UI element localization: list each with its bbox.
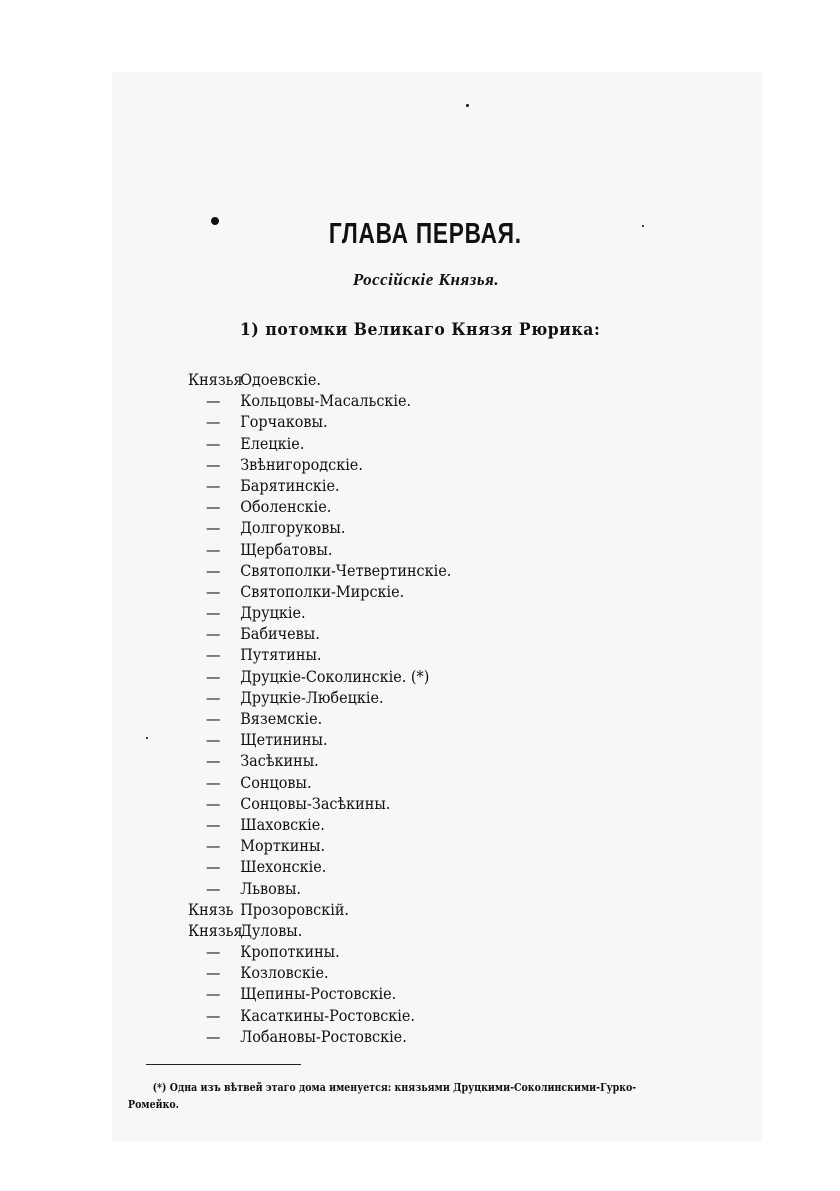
list-item [188, 644, 451, 665]
list-item [188, 729, 451, 750]
list-item [188, 517, 451, 538]
family-name: Засѣкины. [240, 751, 319, 771]
section-heading: 1) потомки Великаго Князя Рюрика: [240, 320, 601, 340]
ditto-dash: — [206, 433, 221, 453]
list-item [188, 962, 451, 983]
list-item [188, 581, 451, 602]
family-name: Дуловы. [240, 920, 303, 940]
ditto-dash: — [206, 497, 221, 517]
ditto-dash: — [206, 645, 221, 665]
family-name: Одоевскіе. [240, 370, 321, 389]
list-item [188, 750, 451, 771]
family-name: Лобановы-Ростовскіе. [240, 1026, 407, 1046]
ditto-dash: — [206, 984, 221, 1004]
family-name: Горчаковы. [240, 412, 328, 432]
family-name: Морткины. [240, 836, 326, 856]
family-name: Елецкіе. [240, 433, 305, 453]
family-name: Сонцовы. [240, 772, 312, 792]
family-name: Вяземскіе. [240, 709, 323, 728]
list-item [188, 433, 451, 454]
ditto-dash: — [206, 1026, 221, 1046]
footnote-rule [146, 1064, 301, 1065]
family-name: Путятины. [240, 645, 322, 665]
family-name: Львовы. [240, 878, 301, 898]
footnote-line-2: Ромейко. [128, 1097, 179, 1111]
subtitle: Россійскіе Князья. [352, 270, 500, 289]
family-name: Прозоровскій. [240, 899, 350, 919]
title-word: Князь [188, 899, 234, 919]
ditto-dash: — [206, 878, 221, 898]
ink-speck [146, 737, 148, 739]
list-item [188, 793, 451, 814]
list-item [188, 666, 451, 687]
list-item [188, 772, 451, 793]
list-item [188, 835, 451, 856]
ditto-dash: — [206, 475, 221, 495]
title-word: Князья [188, 920, 243, 940]
list-item [188, 941, 451, 962]
ink-speck [466, 104, 469, 107]
ditto-dash: — [206, 1005, 221, 1025]
title-word: Князья [188, 370, 243, 389]
list-item [188, 814, 451, 835]
ditto-dash: — [206, 666, 221, 686]
ditto-dash: — [206, 730, 221, 750]
family-name: Кропоткины. [240, 942, 340, 962]
family-name: Щепины-Ростовскіе. [240, 984, 397, 1004]
princely-families-list [188, 369, 481, 1047]
list-item [188, 369, 451, 390]
ditto-dash: — [206, 942, 221, 962]
ditto-dash: — [206, 518, 221, 538]
ditto-dash: — [206, 751, 221, 771]
footnote-line-1: (*) Одна изъ вѣтвей этаго дома именуется: князьями Друцкими-Соколинскими-Гурко- [152, 1080, 637, 1094]
family-name: Козловскіе. [240, 963, 329, 983]
ditto-dash: — [206, 391, 221, 411]
family-name: Барятинскіе. [240, 475, 340, 495]
list-item [188, 1026, 451, 1047]
family-name: Шехонскіе. [240, 857, 327, 877]
family-name: Друцкіе. [240, 603, 306, 623]
list-item [188, 623, 451, 644]
list-item [188, 1005, 451, 1026]
list-item [188, 856, 451, 877]
ditto-dash: — [206, 454, 221, 474]
list-item [188, 878, 451, 899]
family-name: Сонцовы-Засѣкины. [240, 793, 391, 813]
family-name: Касаткины-Ростовскіе. [240, 1005, 416, 1025]
ditto-dash: — [206, 709, 221, 728]
family-name: Святополки-Мирскіе. [240, 581, 405, 601]
ditto-dash: — [206, 581, 221, 601]
ditto-dash: — [206, 772, 221, 792]
list-item [188, 899, 451, 920]
ditto-dash: — [206, 560, 221, 580]
ditto-dash: — [206, 963, 221, 983]
footnote [128, 1079, 637, 1113]
ditto-dash: — [206, 793, 221, 813]
list-item [188, 983, 451, 1004]
family-name: Кольцовы-Масальскіе. [240, 391, 412, 411]
list-item [188, 475, 451, 496]
ditto-dash: — [206, 624, 221, 644]
family-name: Звѣнигородскіе. [240, 454, 363, 474]
family-name: Щетинины. [240, 730, 328, 750]
ditto-dash: — [206, 539, 221, 559]
list-item [188, 602, 451, 623]
list-item [188, 390, 451, 411]
list-item [188, 411, 451, 432]
family-name: Святополки-Четвертинскіе. [240, 560, 452, 580]
family-name: Оболенскіе. [240, 497, 332, 517]
ditto-dash: — [206, 814, 221, 834]
family-name: Друцкіе-Соколинскіе. (*) [240, 666, 430, 686]
family-name: Бабичевы. [240, 624, 320, 644]
ditto-dash: — [206, 412, 221, 432]
ditto-dash: — [206, 603, 221, 623]
list-item [188, 687, 451, 708]
list-item [188, 454, 451, 475]
ditto-dash: — [206, 857, 221, 877]
list-item [188, 539, 451, 560]
list-item [188, 708, 451, 729]
family-name: Шаховскіе. [240, 814, 325, 834]
ditto-dash: — [206, 687, 221, 707]
family-name: Долгоруковы. [240, 518, 346, 538]
family-name: Щербатовы. [240, 539, 333, 559]
list-item [188, 920, 451, 941]
list-item [188, 496, 451, 517]
chapter-title: ГЛАВА ПЕРВАЯ. [328, 218, 522, 250]
list-item [188, 560, 451, 581]
ditto-dash: — [206, 836, 221, 856]
family-name: Друцкіе-Любецкіе. [240, 687, 384, 707]
